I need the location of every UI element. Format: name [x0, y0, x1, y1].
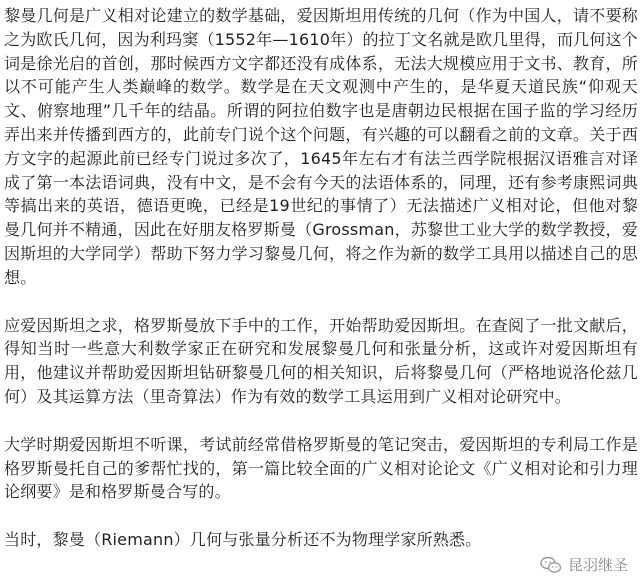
watermark-text: 昆羽继圣	[567, 556, 628, 574]
paragraph-2: 应爱因斯坦之求，格罗斯曼放下手中的工作，开始帮助爱因斯坦。在查阅了一批文献后，得知当时一些意大利数学家正在研究和发展黎曼几何和张量分析，这或许对爱因斯坦有用，他建议并帮助爱因斯坦钻研黎曼几何的相关知识，后将黎曼几何（严格地说洛伦兹几何）及其运算方法（里奇算法）作为有效的数学工具运用到广义相对论研究中。	[4, 315, 638, 406]
paragraph-1: 黎曼几何是广义相对论建立的数学基础，爱因斯坦用传统的几何（作为中国人，请不要称之为欧氏几何，因为利玛窦（1552年—1610年）的拉丁文名就是欧几里得，而几何这个词是徐光启的首创，那时候西方文字都还没有成体系，无法大规模应用于文书、教育，所以不可能产生人类巅峰的数学。数学是在天文观测中产生的，是华夏天道民族“仰观天文、俯察地理”几千年的结晶。所谓的阿拉伯数字也是唐朝边民根据在国子监的学习经历弄出来并传播到西方的，此前专门说个这个问题，有兴趣的可以翻看之前的文章。关于西方文字的起源此前已经专门说过多次了，1645年左右才有法兰西学院根据汉语雅言对译成了第一本法语词典，没有中文，是不会有今天的法语体系的，同理，还有参考康熙词典等搞出来的英语，德语更晚，已经是19世纪的事情了）无法描述广义相对论，但他对黎曼几何并不精通，因此在好朋友格罗斯曼（Grossman，苏黎世工业大学的数学教授，爱因斯坦的大学同学）帮助下努力学习黎曼几何，将之作为新的数学工具用以描述自己的思想。	[4, 6, 638, 287]
source-watermark	[540, 554, 628, 575]
paragraph-4: 当时，黎曼（Riemann）几何与张量分析还不为物理学家所熟悉。	[4, 530, 482, 550]
wechat-icon	[540, 556, 562, 574]
paragraph-3: 大学时期爱因斯坦不听课，考试前经常借格罗斯曼的笔记突击，爱因斯坦的专利局工作是格罗斯曼托自己的爹帮忙找的，第一篇比较全面的广义相对论论文《广义相对论和引力理论纲要》是和格罗斯曼合写的。	[4, 434, 638, 502]
article-body	[4, 4, 638, 552]
